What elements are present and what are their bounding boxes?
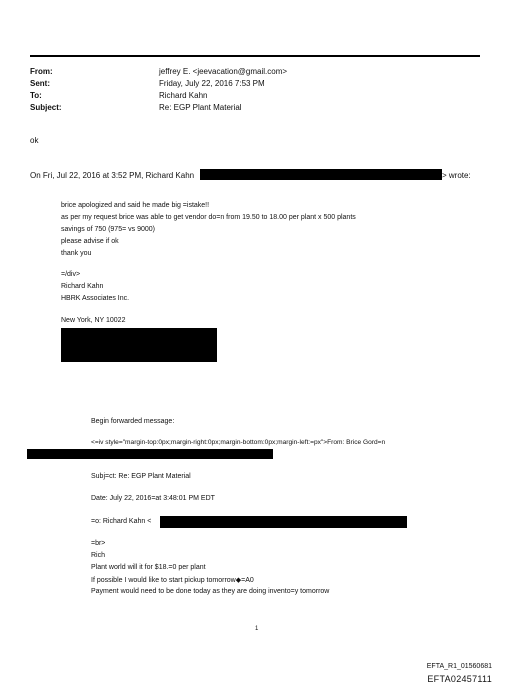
quote-intro-suffix: > wrote: (442, 171, 471, 180)
subject-label: Subject: (30, 103, 62, 112)
footer-id-1: EFTA_R1_01560681 (426, 663, 492, 670)
page-number: 1 (255, 626, 259, 632)
forwarded-salutation: Rich (91, 552, 106, 559)
redaction-bar (200, 169, 442, 180)
reply-text: ok (30, 136, 39, 145)
message-line: thank you (61, 250, 92, 257)
forwarded-heading: Begin forwarded message: (91, 418, 175, 425)
sent-value: Friday, July 22, 2016 7:53 PM (159, 79, 265, 88)
redaction-bar (160, 516, 407, 528)
redaction-block (61, 328, 217, 362)
sent-label: Sent: (30, 79, 50, 88)
forwarded-body-line: If possible I would like to start pickup tomorrow◆=A0 (91, 577, 254, 584)
signature-address: New York, NY 10022 (61, 317, 126, 324)
message-line: savings of 750 (975= vs 9000) (61, 226, 155, 233)
redaction-bar (27, 449, 273, 459)
signature-company: HBRK Associates Inc. (61, 295, 130, 302)
forwarded-br: =br> (91, 540, 106, 547)
signature-div: =/div> (61, 271, 81, 278)
from-label: From: (30, 67, 53, 76)
forwarded-body-line: Plant world will it for $18.=0 per plant (91, 564, 206, 571)
message-line: please advise if ok (61, 238, 119, 245)
subject-value: Re: EGP Plant Material (159, 103, 242, 112)
message-line: as per my request brice was able to get vendor do=n from 19.50 to 18.00 per plant x 500 plants (61, 214, 356, 221)
quote-intro: On Fri, Jul 22, 2016 at 3:52 PM, Richard Kahn (30, 171, 195, 180)
forwarded-to: =o: Richard Kahn < (91, 518, 152, 525)
to-label: To: (30, 91, 42, 100)
forwarded-date: Date: July 22, 2016=at 3:48:01 PM EDT (91, 495, 215, 502)
header-rule (30, 55, 480, 57)
forwarded-body-line: Payment would need to be done today as they are doing invento=y tomorrow (91, 588, 330, 595)
forwarded-subject: Subj=ct: Re: EGP Plant Material (91, 473, 191, 480)
forwarded-html-line: <=iv style="margin-top:0px;margin-right:0px;margin-bottom:0px;margin-left:=px">From: Brice Gord=n (91, 439, 386, 446)
message-line: brice apologized and said he made big =istake!! (61, 202, 210, 209)
footer-id-2: EFTA02457111 (427, 674, 492, 684)
to-value: Richard Kahn (159, 91, 208, 100)
signature-name: Richard Kahn (61, 283, 104, 290)
from-value: jeffrey E. <jeevacation@gmail.com> (159, 67, 288, 76)
